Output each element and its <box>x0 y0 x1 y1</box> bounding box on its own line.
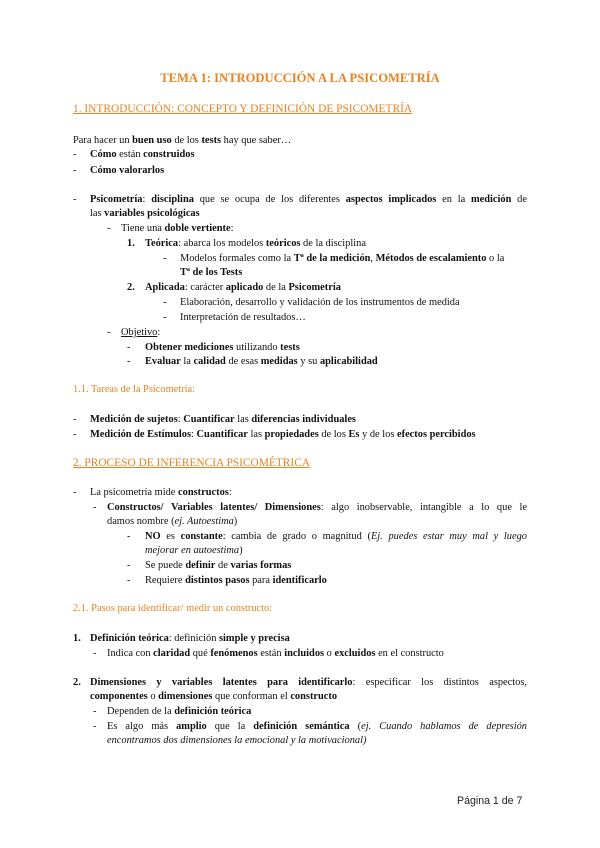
section-1-1-heading: 1.1. Tareas de la Psicometría: <box>73 384 195 395</box>
intro-line: Para hacer un buen uso de los tests hay que saber… <box>73 135 292 146</box>
list-item: La psicometría mide constructos: <box>90 487 232 498</box>
bullet-dash: - <box>73 194 77 205</box>
bullet-dash: - <box>163 297 167 308</box>
bullet-dash: - <box>93 502 97 513</box>
section-2-1-heading: 2.1. Pasos para identificar/ medir un constructo: <box>73 603 273 614</box>
bullet-dash: - <box>127 560 131 571</box>
list-item: Requiere distintos pasos para identificarlo <box>145 575 327 586</box>
constructos-definition-cont: damos nombre (ej. Autoestima) <box>107 516 238 527</box>
list-item: Dimensiones y variables latentes para identificarlo: especificar los distintos aspectos, <box>90 677 527 688</box>
psicometria-definition-cont: las variables psicológicas <box>90 208 200 219</box>
list-item: NO es constante: cambia de grado o magnitud (Ej. puedes estar muy mal y luego <box>145 531 527 542</box>
list-item-cont: encontramos dos dimensiones la emocional y la motivacional) <box>107 735 367 746</box>
list-item: Se puede definir de varias formas <box>145 560 292 571</box>
bullet-dash: - <box>127 575 131 586</box>
list-item: Tiene una doble vertiente: <box>121 223 234 234</box>
bullet-dash: - <box>107 223 111 234</box>
list-item: Evaluar la calidad de esas medidas y su aplicabilidad <box>145 356 378 367</box>
list-item: Modelos formales como la Tª de la medición, Métodos de escalamiento o la <box>180 253 505 264</box>
list-item: Elaboración, desarrollo y validación de los instrumentos de medida <box>180 297 460 308</box>
list-item-cont: componentes o dimensiones que conforman el constructo <box>90 691 338 702</box>
list-item: Definición teórica: definición simple y precisa <box>90 633 290 644</box>
list-item-cont: Tª de los Tests <box>180 267 243 278</box>
bullet-dash: - <box>93 648 97 659</box>
bullet-dash: - <box>93 706 97 717</box>
bullet-dash: - <box>127 531 131 542</box>
constructos-definition: Constructos/ Variables latentes/ Dimensiones: algo inobservable, intangible a lo que le <box>107 502 527 513</box>
section-1-heading: 1. INTRODUCCIÓN: CONCEPTO Y DEFINICIÓN DE PSICOMETRÍA <box>73 103 413 115</box>
bullet-dash: - <box>73 165 77 176</box>
list-item: Medición de Estímulos: Cuantificar las propiedades de los Es y de los efectos percibidos <box>90 429 476 440</box>
list-item: Interpretación de resultados… <box>180 312 306 323</box>
list-item: Cómo valorarlos <box>90 165 165 176</box>
list-item: Aplicada: carácter aplicado de la Psicometría <box>145 282 341 293</box>
bullet-dash: - <box>93 721 97 732</box>
section-2-heading: 2. PROCESO DE INFERENCIA PSICOMÉTRICA <box>73 457 311 469</box>
list-item: Indica con claridad qué fenómenos están incluidos o excluidos en el constructo <box>107 648 444 659</box>
list-item: Teórica: abarca los modelos teóricos de la disciplina <box>145 238 366 249</box>
bullet-dash: - <box>73 487 77 498</box>
list-number: 1. <box>73 633 81 644</box>
bullet-dash: - <box>73 414 77 425</box>
bullet-dash: - <box>163 312 167 323</box>
bullet-dash: - <box>163 253 167 264</box>
list-item-cont: mejorar en autoestima) <box>145 545 243 556</box>
list-number: 1. <box>127 238 135 249</box>
page-title: TEMA 1: INTRODUCCIÓN A LA PSICOMETRÍA <box>160 71 440 85</box>
list-item: Obtener mediciones utilizando tests <box>145 342 300 353</box>
bullet-dash: - <box>73 149 77 160</box>
list-number: 2. <box>127 282 135 293</box>
page-number-footer: Página 1 de 7 <box>457 795 523 807</box>
list-number: 2. <box>73 677 81 688</box>
psicometria-definition: Psicometría: disciplina que se ocupa de los diferentes aspectos implicados en la medición de <box>90 194 527 205</box>
bullet-dash: - <box>127 356 131 367</box>
list-item: Medición de sujetos: Cuantificar las diferencias individuales <box>90 414 356 425</box>
objetivo-label: Objetivo: <box>121 327 161 338</box>
list-item: Cómo están construidos <box>90 149 195 160</box>
bullet-dash: - <box>73 429 77 440</box>
bullet-dash: - <box>107 327 111 338</box>
bullet-dash: - <box>127 342 131 353</box>
list-item: Es algo más amplio que la definición semántica (ej. Cuando hablamos de depresión <box>107 721 528 732</box>
list-item: Dependen de la definición teórica <box>107 706 252 717</box>
